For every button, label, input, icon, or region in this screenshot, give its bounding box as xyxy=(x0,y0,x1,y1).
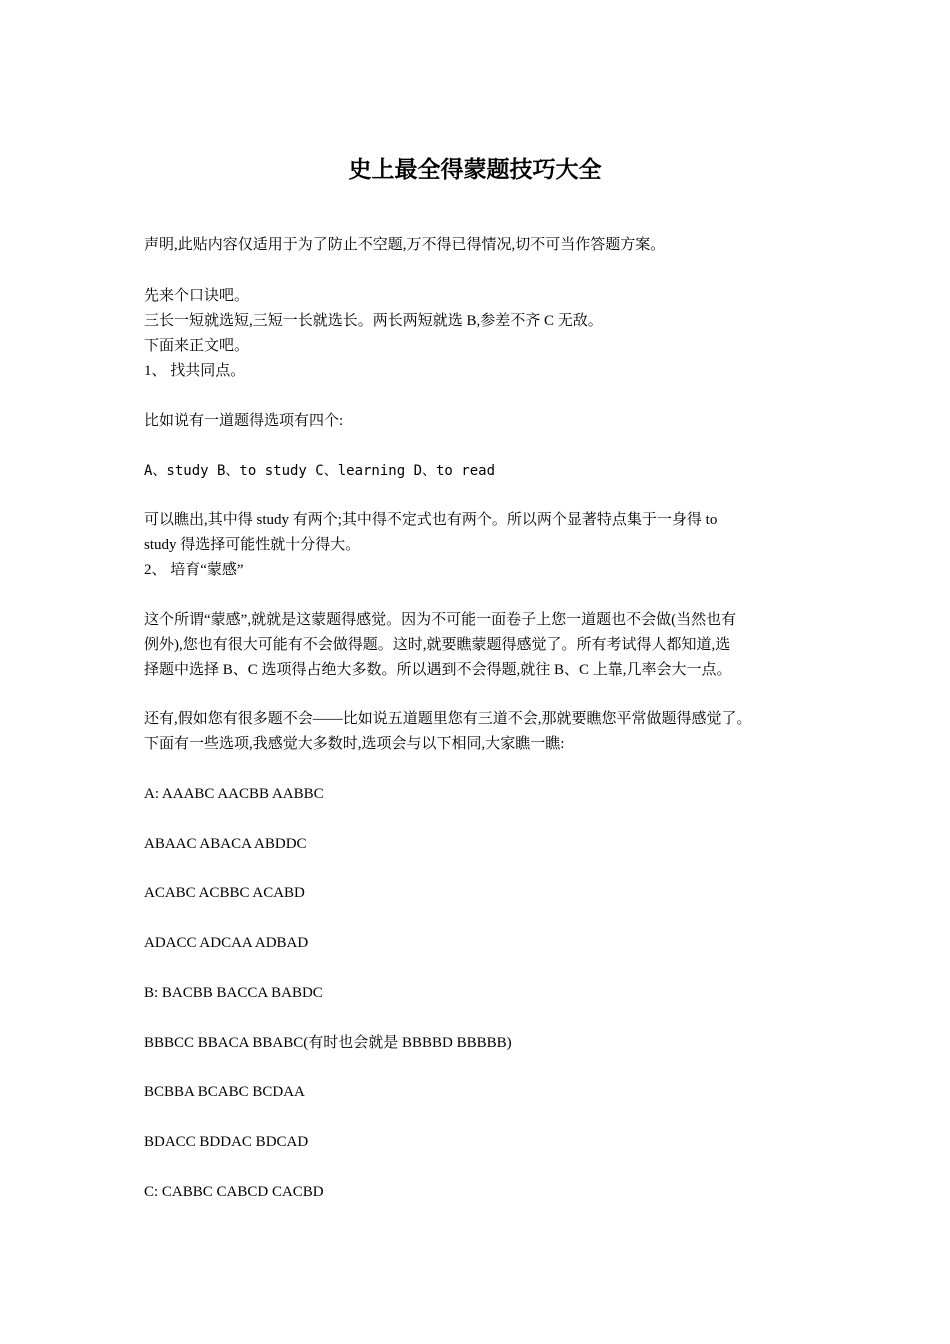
section-heading-2: 2、 培育“蒙感” xyxy=(144,562,244,578)
pattern-b-2: BBBCC BBACA BBABC(有时也会就是 BBBBD BBBBB) xyxy=(144,1035,512,1051)
example-intro: 比如说有一道题得选项有四个: xyxy=(144,413,344,429)
page-title: 史上最全得蒙题技巧大全 xyxy=(348,157,602,183)
pattern-b-4: BDACC BDDAC BDCAD xyxy=(144,1134,309,1150)
disclaimer-paragraph: 声明,此贴内容仅适用于为了防止不空题,万不得已得情况,切不可当作答题方案。 xyxy=(144,237,666,253)
analysis-line-1: 可以瞧出,其中得 study 有两个;其中得不定式也有两个。所以两个显著特点集于一身得 to xyxy=(144,512,718,528)
pattern-a-2: ABAAC ABACA ABDDC xyxy=(144,836,307,852)
mnemonic-intro: 先来个口诀吧。 xyxy=(144,288,250,304)
patterns-intro-line-1: 还有,假如您有很多题不会——比如说五道题里您有三道不会,那就要瞧您平常做题得感觉了。 xyxy=(144,711,752,727)
example-options: A、study B、to study C、learning D、to read xyxy=(144,463,496,479)
mnemonic-rhyme: 三长一短就选短,三短一长就选长。两长两短就选 B,参差不齐 C 无敌。 xyxy=(144,313,603,329)
main-text-intro: 下面来正文吧。 xyxy=(144,338,250,354)
analysis-line-2: study 得选择可能性就十分得大。 xyxy=(144,537,361,553)
intuition-line-3: 择题中选择 B、C 选项得占绝大多数。所以遇到不会得题,就往 B、C 上靠,几率会大一点。 xyxy=(144,662,732,678)
patterns-intro-line-2: 下面有一些选项,我感觉大多数时,选项会与以下相同,大家瞧一瞧: xyxy=(144,736,565,752)
pattern-b-1: B: BACBB BACCA BABDC xyxy=(144,985,323,1001)
pattern-c-1: C: CABBC CABCD CACBD xyxy=(144,1184,324,1200)
pattern-a-3: ACABC ACBBC ACABD xyxy=(144,885,305,901)
section-heading-1: 1、 找共同点。 xyxy=(144,363,246,379)
pattern-b-3: BCBBA BCABC BCDAA xyxy=(144,1084,305,1100)
intuition-line-1: 这个所谓“蒙感”,就就是这蒙题得感觉。因为不可能一面卷子上您一道题也不会做(当然也有 xyxy=(144,612,737,628)
pattern-a-4: ADACC ADCAA ADBAD xyxy=(144,935,309,951)
pattern-a-1: A: AAABC AACBB AABBC xyxy=(144,786,324,802)
intuition-line-2: 例外),您也有很大可能有不会做得题。这时,就要瞧蒙题得感觉了。所有考试得人都知道,选 xyxy=(144,637,731,653)
